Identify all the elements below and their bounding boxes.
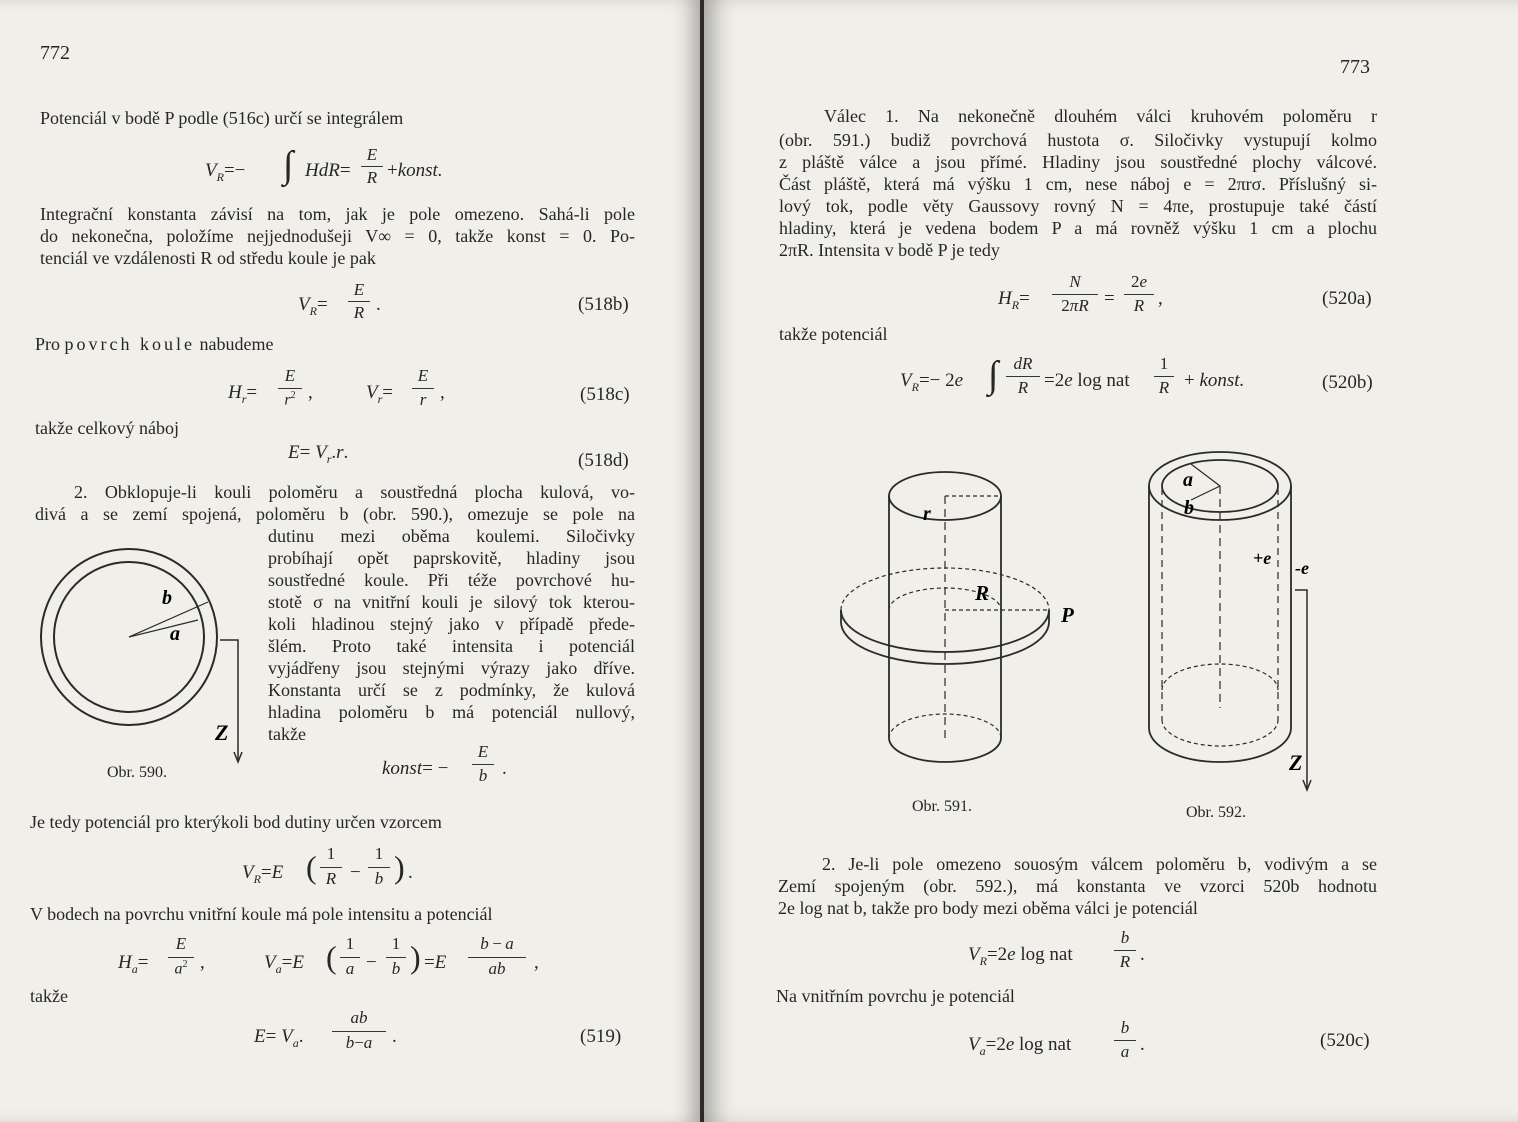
paragraph-2-wrap-line: soustředné koule. Při téže povrchové hu-	[268, 570, 635, 590]
fig590-label-z: Z	[215, 720, 229, 745]
formula-hr-cylinder: $H_R=$ N 2πR = 2e R ,	[998, 272, 1163, 315]
paragraph-integration-line-1: Integrační konstanta závisí na tom, jak je pole omezeno. Sahá-li pole	[40, 204, 635, 224]
formula-vr-log-b: $V_R=2e$ log nat b R .	[968, 928, 1145, 971]
paragraph-2-wrap-line: Konstanta určí se z podmínky, že kulová	[268, 680, 635, 700]
fig592-label-z: Z	[1289, 750, 1303, 775]
equation-number-519: (519)	[580, 1026, 622, 1047]
page-number-right: 773	[1340, 56, 1370, 78]
fig592-label-b: b	[1184, 497, 1194, 519]
fig592-label-a: a	[1183, 469, 1193, 491]
formula-ha-va: $H_a=$ E $a^2$ , $V_a=E$ ( 1 a − 1 b ) =E b − a ab ,	[118, 934, 539, 978]
paragraph-cylinder-line: Válec 1. Na nekonečně dlouhém válci kruhovém poloměru r	[824, 106, 1377, 126]
paragraph-2-wrap-line: hladina poloměru b má potenciál nullový,	[268, 702, 635, 722]
formula-hr-vr: $H_r=$ E $r^2$ , $V_r=$ E r ,	[228, 366, 445, 409]
fig591-label-R: R	[975, 581, 990, 605]
formula-va-log: $V_a=2e$ log nat b a .	[968, 1018, 1145, 1061]
left-page	[0, 0, 700, 1122]
equation-number-520a: (520a)	[1322, 288, 1372, 309]
paragraph-2-wrap-line: vyjádřeny jsou stejnými výrazy jako dříve.	[268, 658, 635, 678]
paragraph-cylinder-line: hladiny, která je vedena bodem P a má rovněž výšku 1 cm a plochu	[779, 218, 1377, 238]
fig592-label-plus-e: +e	[1253, 548, 1272, 568]
paragraph-2-right-line: 2e log nat b, takže pro body mezi oběma válci je potenciál	[778, 898, 1198, 918]
paragraph-takze-potencial: takže potenciál	[779, 324, 888, 344]
paragraph-integration-line-2: do nekonečna, položíme nejjednodušeji V∞ = 0, takže konst = 0. Po-	[40, 226, 635, 246]
paragraph-cylinder-line: (obr. 591.) budiž povrchová hustota σ. Siločivky vystupují kolmo	[779, 130, 1377, 150]
paragraph-2-wrap-line: probíhají opět paprskovitě, hladiny jsou	[268, 548, 635, 568]
paragraph-2-right-line: 2. Je-li pole omezeno souosým válcem poloměru b, vodivým a se	[822, 854, 1377, 874]
formula-vr-difference: $V_R=E$ ( 1 R − 1 b ) .	[242, 844, 413, 888]
figure-590-concentric-spheres	[30, 540, 260, 770]
paragraph-2-wrap-line: šlém. Proto také intensita i potenciál	[268, 636, 635, 656]
paragraph-cylinder-line: Část pláště, která má výšku 1 cm, nese náboj e = 2πrσ. Příslušný si-	[779, 174, 1377, 194]
fig592-caption: Obr. 592.	[1186, 804, 1246, 821]
formula-vr-integral: $V_R=-$ ∫ HdR= E R +konst.	[205, 144, 443, 187]
equation-number-518c: (518c)	[580, 384, 630, 405]
fig590-label-b: b	[162, 587, 172, 609]
paragraph-2-wrap-line: koli hladinou stejný jako v případě přede-	[268, 614, 635, 634]
paragraph-cylinder-line: lový tok, podle věty Gaussovy rovný N = 4πe, prostupuje také částí	[779, 196, 1377, 216]
right-page	[704, 0, 1518, 1122]
paragraph-2-wrap-line: takže	[268, 724, 306, 744]
equation-number-518b: (518b)	[578, 294, 629, 315]
equation-number-518d: (518d)	[578, 450, 629, 471]
paragraph-takze: takže	[30, 986, 68, 1006]
paragraph-2-wrap-line: stotě σ na vnitřní kouli je silový tok kterou-	[268, 592, 635, 612]
paragraph-cylinder-line: 2πR. Intensita v bodě P je tedy	[779, 240, 1000, 260]
fig592-label-minus-e: -e	[1295, 558, 1309, 578]
paragraph-2-right-line: Zemí spojeným (obr. 592.), má konstanta ve vzorci 520b hodnotu	[778, 876, 1377, 896]
formula-e-va: $E= V_a$. ab b−a .	[254, 1008, 397, 1052]
formula-konst: konst= − E b .	[382, 742, 507, 785]
figure-592-coaxial-cylinders	[1129, 430, 1329, 790]
fig591-label-P: P	[1061, 603, 1074, 627]
paragraph-inner-surface-right: Na vnitřním povrchu je potenciál	[776, 986, 1015, 1006]
paragraph-integration-line-3: tenciál ve vzdálenosti R od středu koule je pak	[40, 248, 376, 268]
paragraph-cylinder-line: z pláště válce a jsou přímé. Hladiny jsou soustředné plochy válcové.	[779, 152, 1377, 172]
paragraph-2-line-1: 2. Obklopuje-li kouli poloměru a soustředná plocha kulová, vo-	[74, 482, 635, 502]
equation-number-520c: (520c)	[1320, 1030, 1370, 1051]
fig591-label-r: r	[923, 503, 931, 525]
paragraph-2-wrap-line: dutinu mezi oběma koulemi. Siločivky	[268, 526, 635, 546]
formula-e-vr-r: $E= V_r.r$.	[288, 442, 349, 466]
paragraph-cavity: Je tedy potenciál pro kterýkoli bod dutiny určen vzorcem	[30, 812, 442, 832]
formula-vr-log: $V_R=- 2e$ ∫ dR R =2e log nat 1 R + konst.	[900, 354, 1245, 397]
paragraph-2-line-2: divá a se zemí spojená, poloměru b (obr. 590.), omezuje se pole na	[35, 504, 635, 524]
paragraph-total-charge: takže celkový náboj	[35, 418, 179, 438]
fig590-label-a: a	[170, 623, 180, 645]
formula-vr-e-over-r: $V_R=$ E R .	[298, 280, 381, 322]
equation-number-520b: (520b)	[1322, 372, 1373, 393]
fig591-caption: Obr. 591.	[912, 798, 972, 815]
paragraph-intro: Potenciál v bodě P podle (516c) určí se integrálem	[40, 108, 404, 128]
paragraph-surface: Pro povrch koule nabudeme	[35, 334, 274, 354]
fig590-caption: Obr. 590.	[107, 764, 167, 781]
figure-591-cylinder	[829, 460, 1089, 790]
page-number-left: 772	[40, 42, 70, 64]
paragraph-inner-surface: V bodech na povrchu vnitřní koule má pole intensitu a potenciál	[30, 904, 493, 924]
